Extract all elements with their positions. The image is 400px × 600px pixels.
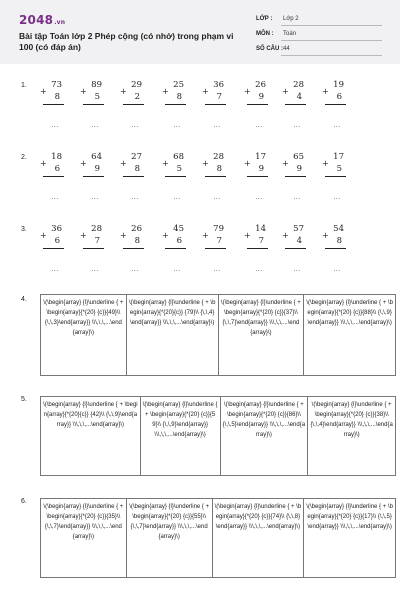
addend-top: 17: [333, 152, 344, 162]
addend-bottom: 8: [336, 236, 342, 246]
addition-problem: [80, 80, 104, 108]
addend-top: 45: [173, 224, 184, 234]
plus-sign: +: [282, 159, 289, 168]
addend-bottom: 9: [258, 164, 264, 174]
addition-problem: [80, 152, 104, 180]
answer-blank: ...: [173, 194, 181, 201]
sum-underline: [83, 248, 104, 249]
addition-problem: [322, 80, 346, 108]
grid-cell: \(\begin{array} {l}\underline { + \begin{array}{*{20} {c}}{38}\\ {\,\,4}\end{array}} \\\,\,\,...\end{array}\): [308, 397, 396, 475]
plus-sign: +: [162, 231, 169, 240]
class-label: LỚP :: [256, 16, 273, 22]
addition-problem: [322, 152, 346, 180]
grid-cell: \(\begin{array} {l}\underline { + \begin{array}{*{20} {c}}{74}\\ {\,\,8}\end{array}} \\\,\,\,...\end{array}\): [213, 499, 305, 577]
sum-underline: [43, 248, 64, 249]
sum-underline: [123, 104, 144, 105]
addition-problem: [202, 152, 226, 180]
grid-cell: \(\begin{array} {l}\underline { + \begin{array}{*{20} {c}}{59}\\ {\,\,9}\end{array}} \\\,\,\,...\end{array}\): [141, 397, 221, 475]
grid-cell: \(\begin{array} {l}\underline { + \begin{array}{*{20} {c}}{17}\\ {\,\,5}\end{array}} \\\,\,\,...\end{array}\): [304, 499, 396, 577]
addend-top: 26: [131, 224, 142, 234]
addend-top: 65: [293, 152, 304, 162]
sum-underline: [325, 176, 346, 177]
addend-bottom: 4: [296, 236, 302, 246]
answer-blank: ...: [91, 266, 99, 273]
addend-top: 54: [333, 224, 344, 234]
logo-text[interactable]: 2048: [19, 13, 54, 27]
addend-bottom: 6: [54, 236, 60, 246]
answer-blank: ...: [255, 194, 263, 201]
sum-underline: [325, 248, 346, 249]
exercise-1-number: 1.: [21, 82, 27, 89]
sum-underline: [247, 176, 268, 177]
answer-blank: ...: [213, 194, 221, 201]
addend-bottom: 9: [258, 92, 264, 102]
addend-bottom: 7: [258, 236, 264, 246]
answer-blank: ...: [51, 194, 59, 201]
addend-top: 36: [51, 224, 62, 234]
addend-bottom: 6: [176, 236, 182, 246]
addend-top: 73: [51, 80, 62, 90]
exercise-5-number: 5.: [21, 396, 27, 403]
addend-bottom: 7: [94, 236, 100, 246]
addition-problem: [162, 152, 186, 180]
answer-blank: ...: [131, 122, 139, 129]
addition-problem: [202, 80, 226, 108]
addend-bottom: 8: [134, 236, 140, 246]
addend-bottom: 5: [94, 92, 100, 102]
sum-underline: [247, 248, 268, 249]
addend-top: 28: [213, 152, 224, 162]
addend-top: 18: [51, 152, 62, 162]
addition-problem: [282, 152, 306, 180]
answer-blank: ...: [333, 266, 341, 273]
sum-underline: [205, 104, 226, 105]
plus-sign: +: [244, 231, 251, 240]
plus-sign: +: [244, 159, 251, 168]
addition-problem: [162, 224, 186, 252]
sum-underline: [205, 248, 226, 249]
grid-cell: \(\begin{array} {l}\underline { + \begin{array}{*{20} {c}}{55}\\ {\,\,7}\end{array}} \\\,\,\,...\end{array}\): [127, 499, 213, 577]
plus-sign: +: [80, 159, 87, 168]
addition-problem: [282, 224, 306, 252]
addend-bottom: 6: [336, 92, 342, 102]
question-count-underline: [281, 55, 382, 56]
addition-problem: [120, 80, 144, 108]
sum-underline: [325, 104, 346, 105]
sum-underline: [285, 248, 306, 249]
question-count-field: [256, 44, 382, 58]
plus-sign: +: [322, 87, 329, 96]
plus-sign: +: [40, 87, 47, 96]
plus-sign: +: [282, 231, 289, 240]
answer-blank: ...: [91, 122, 99, 129]
addition-problem: [202, 224, 226, 252]
plus-sign: +: [120, 159, 127, 168]
addend-bottom: 4: [296, 92, 302, 102]
addend-bottom: 9: [296, 164, 302, 174]
sum-underline: [123, 248, 144, 249]
addend-bottom: 5: [336, 164, 342, 174]
plus-sign: +: [162, 87, 169, 96]
sum-underline: [285, 104, 306, 105]
addend-top: 27: [131, 152, 142, 162]
sum-underline: [205, 176, 226, 177]
sum-underline: [43, 104, 64, 105]
plus-sign: +: [282, 87, 289, 96]
addend-top: 28: [91, 224, 102, 234]
addend-top: 26: [255, 80, 266, 90]
grid-cell: \(\begin{array} {l}\underline { + \begin{array}{*{20} {c}}{49}\\ {\,\,3}\end{array}} \\\,\,\,...\end{array}\): [41, 295, 127, 375]
sum-underline: [165, 248, 186, 249]
grid-cell: \(\begin{array} {l}\underline { + \begin{array}{*{20} {c}}{88}\\ {\,\,9}\end{array}} \\\,\,\,...\end{array}\): [304, 295, 396, 375]
addend-top: 79: [213, 224, 224, 234]
addend-top: 64: [91, 152, 102, 162]
sum-underline: [165, 176, 186, 177]
answer-blank: ...: [333, 122, 341, 129]
grid-cell: \(\begin{array} {l}\underline { + \begin{array}{*{20} {c}}{35}\\ {\,\,7}\end{array}} \\\,\,\,...\end{array}\): [41, 499, 127, 577]
class-field: [256, 14, 382, 28]
question-count-value: 44: [283, 46, 290, 52]
sum-underline: [123, 176, 144, 177]
addend-bottom: 8: [216, 164, 222, 174]
addition-problem: [244, 152, 268, 180]
question-count-label: SỐ CÂU :: [256, 46, 283, 52]
grid-cell: \(\begin{array} {l}\underline { + \begin{array}{*{20}{c}} {79}\\ {\,\,4}\end{array}} \\\,\,\,...\end{array}\): [127, 295, 219, 375]
plus-sign: +: [244, 87, 251, 96]
sum-underline: [83, 104, 104, 105]
grid-cell: \(\begin{array} {l}\underline { + \begin{array}{*{20}{c}} {42}\\ {\,\,9}\end{array}} \\\,\,\,...\end{array}\): [41, 397, 141, 475]
addend-bottom: 9: [94, 164, 100, 174]
addition-problem: [80, 224, 104, 252]
class-underline: [281, 25, 382, 26]
answer-blank: ...: [213, 266, 221, 273]
logo-domain[interactable]: .vn: [54, 19, 66, 26]
answer-blank: ...: [131, 194, 139, 201]
answer-blank: ...: [293, 266, 301, 273]
plus-sign: +: [80, 87, 87, 96]
grid-cell: \(\begin{array} {l}\underline { + \begin{array}{*{20} {c}}{37}\\ {\,\,7}\end{array}} \\\,\,\,...\end{array}\): [219, 295, 305, 375]
addend-bottom: 8: [54, 92, 60, 102]
addition-problem: [120, 152, 144, 180]
site-logo[interactable]: [19, 13, 65, 27]
answer-blank: ...: [255, 122, 263, 129]
worksheet-title: Bài tập Toán lớp 2 Phép cộng (có nhớ) trong phạm vi 100 (có đáp án): [19, 31, 234, 52]
addend-top: 28: [293, 80, 304, 90]
plus-sign: +: [202, 231, 209, 240]
answer-blank: ...: [173, 122, 181, 129]
plus-sign: +: [202, 159, 209, 168]
answer-blank: ...: [293, 194, 301, 201]
addend-top: 17: [255, 152, 266, 162]
plus-sign: +: [40, 159, 47, 168]
addend-bottom: 8: [134, 164, 140, 174]
answer-blank: ...: [293, 122, 301, 129]
answer-blank: ...: [91, 194, 99, 201]
exercise-6-grid: [40, 498, 396, 578]
exercise-3-number: 3.: [21, 226, 27, 233]
plus-sign: +: [202, 87, 209, 96]
addend-top: 25: [173, 80, 184, 90]
plus-sign: +: [120, 87, 127, 96]
addition-problem: [40, 80, 64, 108]
sum-underline: [247, 104, 268, 105]
addition-problem: [244, 224, 268, 252]
exercise-4-number: 4.: [21, 296, 27, 303]
plus-sign: +: [120, 231, 127, 240]
plus-sign: +: [40, 231, 47, 240]
sum-underline: [285, 176, 306, 177]
subject-value: Toán: [283, 31, 297, 37]
answer-blank: ...: [213, 122, 221, 129]
addition-problem: [322, 224, 346, 252]
exercise-5-grid: [40, 396, 396, 476]
answer-blank: ...: [255, 266, 263, 273]
exercise-6-number: 6.: [21, 498, 27, 505]
sum-underline: [43, 176, 64, 177]
addend-bottom: 6: [54, 164, 60, 174]
class-value: Lớp 2: [283, 16, 299, 22]
addend-top: 89: [91, 80, 102, 90]
grid-cell: \(\begin{array} {l}\underline { + \begin{array}{*{20} {c}}{86}\\ {\,\,5}\end{array}} \\\,\,\,...\end{array}\): [221, 397, 309, 475]
sum-underline: [83, 176, 104, 177]
answer-blank: ...: [51, 266, 59, 273]
addend-top: 29: [131, 80, 142, 90]
addition-problem: [282, 80, 306, 108]
addition-problem: [244, 80, 268, 108]
addend-top: 36: [213, 80, 224, 90]
addend-bottom: 5: [176, 164, 182, 174]
subject-field: [256, 29, 382, 43]
exercise-2-number: 2.: [21, 154, 27, 161]
subject-underline: [281, 40, 382, 41]
addend-top: 68: [173, 152, 184, 162]
answer-blank: ...: [51, 122, 59, 129]
addend-top: 14: [255, 224, 266, 234]
answer-blank: ...: [173, 266, 181, 273]
addition-problem: [40, 152, 64, 180]
exercise-4-grid: [40, 294, 396, 376]
plus-sign: +: [162, 159, 169, 168]
plus-sign: +: [80, 231, 87, 240]
addend-bottom: 7: [216, 92, 222, 102]
worksheet-header: [0, 0, 400, 64]
addition-problem: [40, 224, 64, 252]
addend-top: 19: [333, 80, 344, 90]
plus-sign: +: [322, 159, 329, 168]
addend-bottom: 8: [176, 92, 182, 102]
sum-underline: [165, 104, 186, 105]
addition-problem: [162, 80, 186, 108]
addition-problem: [120, 224, 144, 252]
addend-bottom: 2: [134, 92, 140, 102]
addend-bottom: 7: [216, 236, 222, 246]
addend-top: 57: [293, 224, 304, 234]
plus-sign: +: [322, 231, 329, 240]
answer-blank: ...: [333, 194, 341, 201]
subject-label: MÔN :: [256, 31, 274, 37]
answer-blank: ...: [131, 266, 139, 273]
